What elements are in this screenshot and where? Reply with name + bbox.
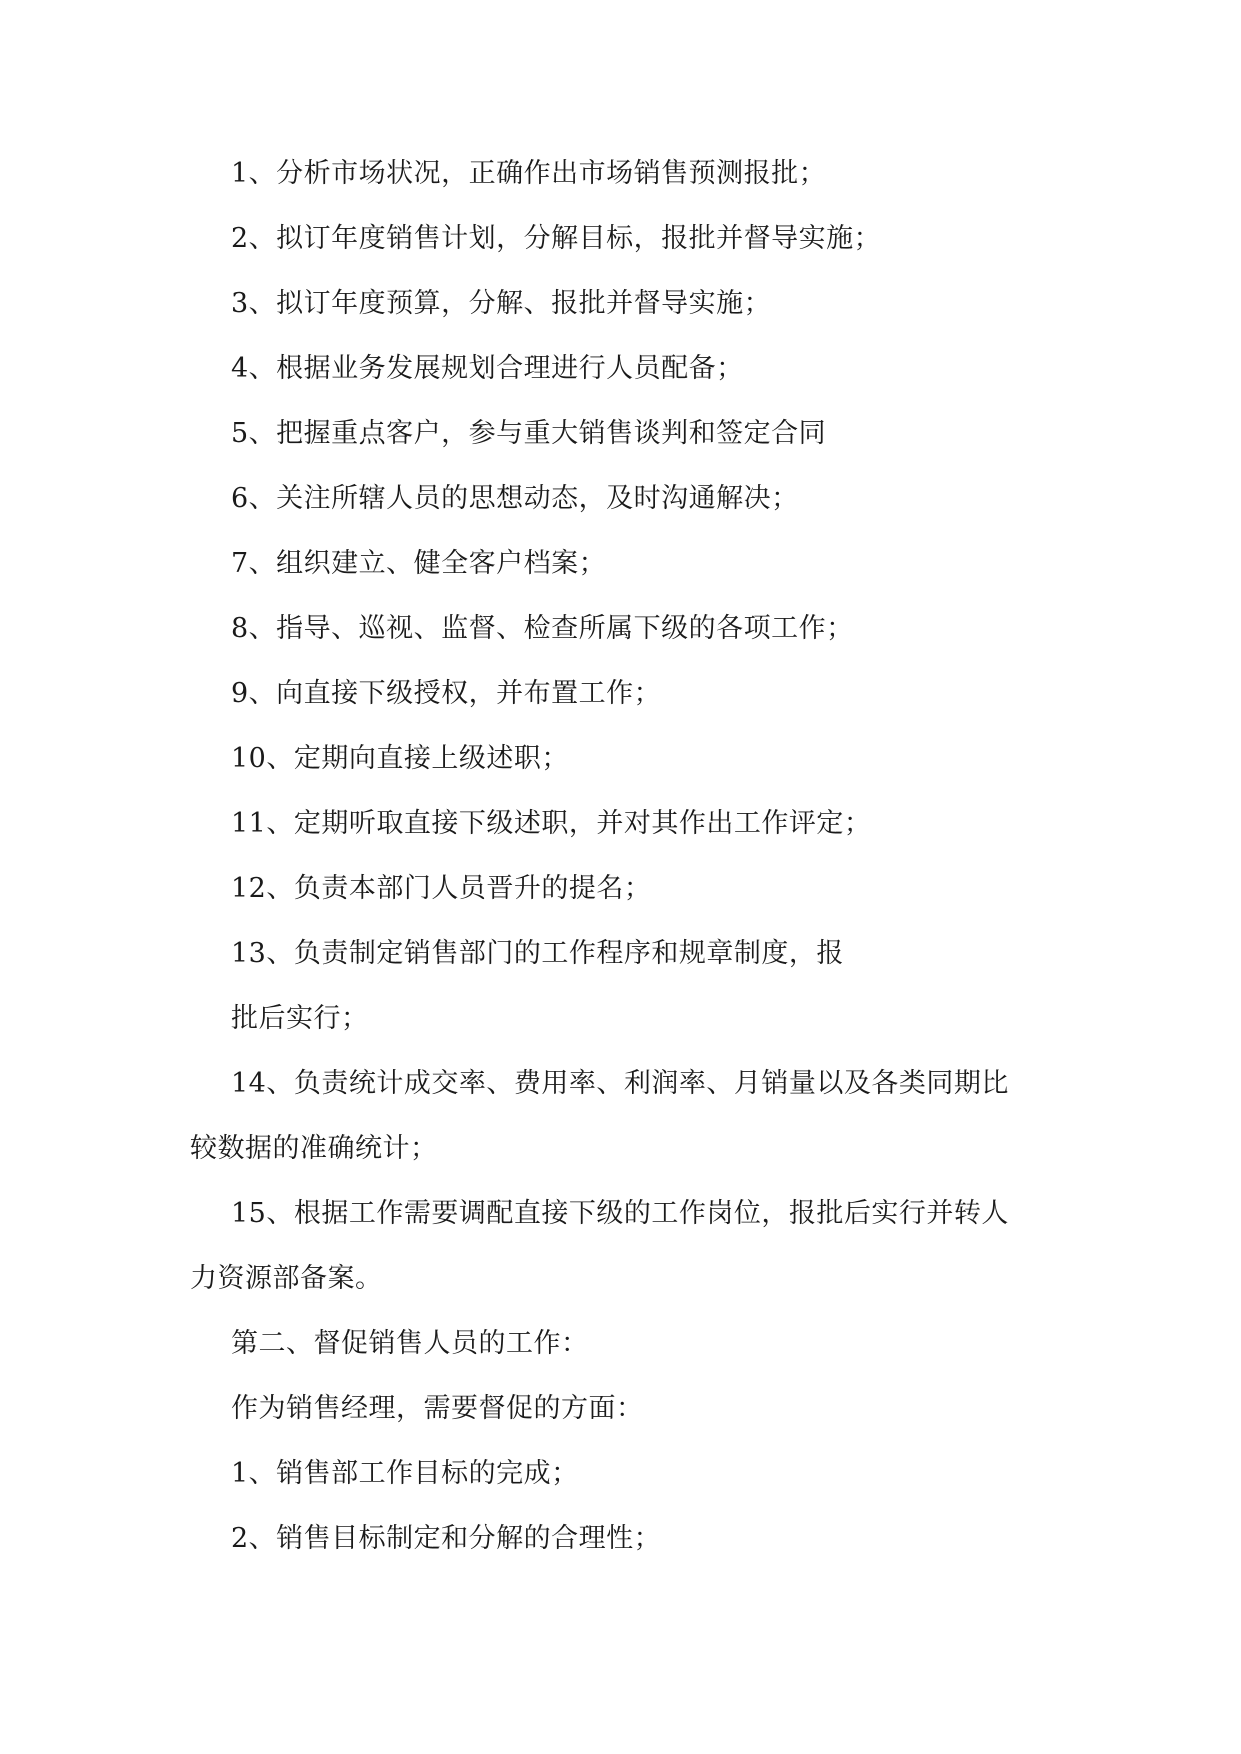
paragraph-line-14: 批后实行； xyxy=(231,1003,369,1034)
paragraph-line-2: 2、拟订年度销售计划，分解目标，报批并督导实施； xyxy=(231,223,882,254)
paragraph-line-10: 10、定期向直接上级述职； xyxy=(231,743,569,774)
paragraph-line-9: 9、向直接下级授权，并布置工作； xyxy=(231,678,662,709)
paragraph-line-12: 12、负责本部门人员晋升的提名； xyxy=(231,873,652,904)
paragraph-line-21: 1、销售部工作目标的完成； xyxy=(231,1458,579,1489)
paragraph-line-7: 7、组织建立、健全客户档案； xyxy=(231,548,607,579)
paragraph-line-15: 14、负责统计成交率、费用率、利润率、月销量以及各类同期比 xyxy=(231,1068,1009,1099)
paragraph-line-5: 5、把握重点客户，参与重大销售谈判和签定合同 xyxy=(231,418,827,449)
paragraph-line-4: 4、根据业务发展规划合理进行人员配备； xyxy=(231,353,744,384)
paragraph-line-11: 11、定期听取直接下级述职，并对其作出工作评定； xyxy=(231,808,872,839)
paragraph-line-17: 15、根据工作需要调配直接下级的工作岗位，报批后实行并转人 xyxy=(231,1198,1009,1229)
section-heading: 第二、督促销售人员的工作： xyxy=(231,1328,589,1359)
paragraph-line-8: 8、指导、巡视、监督、检查所属下级的各项工作； xyxy=(231,613,854,644)
paragraph-line-13: 13、负责制定销售部门的工作程序和规章制度，报 xyxy=(231,938,844,969)
paragraph-line-22: 2、销售目标制定和分解的合理性； xyxy=(231,1523,662,1554)
paragraph-line-1: 1、分析市场状况，正确作出市场销售预测报批； xyxy=(231,158,827,189)
paragraph-line-6: 6、关注所辖人员的思想动态，及时沟通解决； xyxy=(231,483,799,514)
paragraph-line-3: 3、拟订年度预算，分解、报批并督导实施； xyxy=(231,288,772,319)
paragraph-line-16: 较数据的准确统计； xyxy=(190,1133,438,1164)
document-body xyxy=(190,158,1060,1588)
paragraph-line-20: 作为销售经理，需要督促的方面： xyxy=(231,1393,644,1424)
paragraph-line-18: 力资源部备案。 xyxy=(190,1263,383,1294)
